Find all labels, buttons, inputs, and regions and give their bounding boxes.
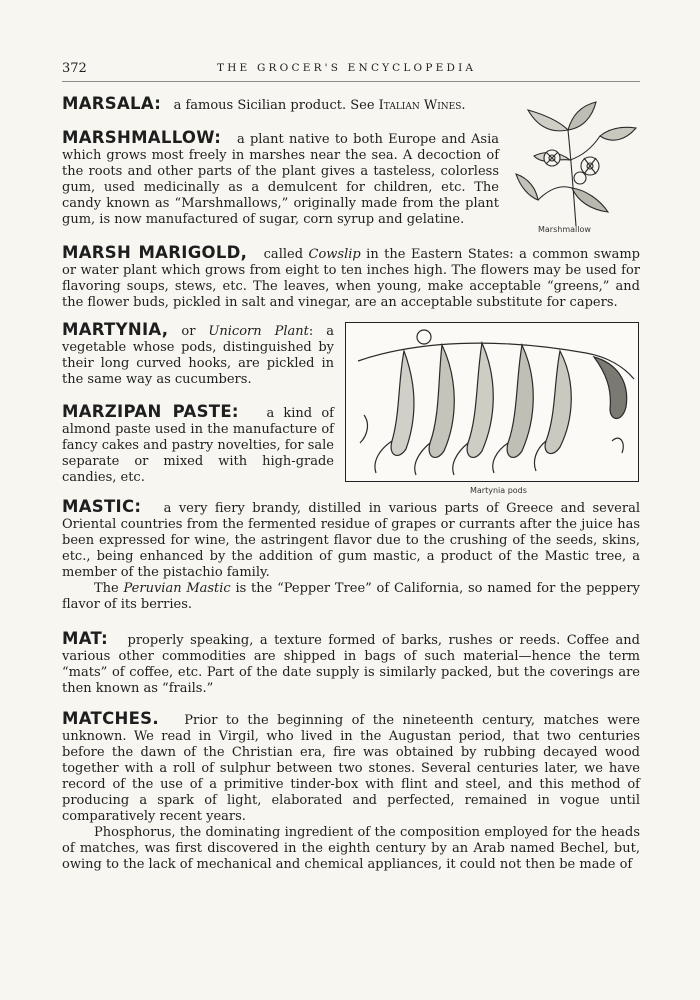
entry-text: properly speaking, a texture formed of barks, rushes or reeds. Coffee and various other commodities are shipped in bags of such material—hence the term “mats” of coffee, etc. Part of the date supply is similarly packed, but the coverings are then known as “frails.” — [62, 633, 641, 696]
entry-martynia: MARTYNIA, or Unicorn Plant: a vegetable whose pods, distinguished by their long curved hooks, are pickled in the same way as cucumbers. — [62, 320, 334, 387]
entry-marsala: MARSALA: a famous Sicilian product. See Italian Wines. — [62, 94, 466, 113]
entry-term: MATCHES. — [62, 709, 159, 728]
entry-marsh-marigold: MARSH MARIGOLD, called Cowslip in the Eastern States: a common swamp or water plant which grows from eight to ten inches high. The flowers may be used for flavoring soups, stews, etc. The leaves, when young, make acceptable “greens,” and the flower buds, pickled in salt and vinegar, are an acceptable substitute for capers. — [62, 243, 640, 310]
alternate-name: Peruvian Mastic — [123, 581, 231, 596]
entry-mat — [62, 631, 640, 697]
entry-text: Prior to the beginning of the nineteenth century, matches were unknown. We read in Virgil, who lived in the Augustan period, that two centuries before the dawn of the Christian era, fire was obtained by rubbing decayed wood together with a roll of sulphur between two stones. Several centuries later, we have record of the use of a primitive tinder-box with flint and steel, and this method of producing a spark of light, elaborated and perfected, remained in vogue until comparatively recent years. — [62, 713, 640, 824]
martynia-pods-illustration — [345, 322, 639, 482]
cross-reference: Italian Wines — [378, 98, 462, 113]
marshmallow-plant-icon — [512, 100, 642, 230]
entry-text: a kind of almond paste used in the manufacture of fancy cakes and pastry novelties, for sale separate or mixed with high-grade candies, etc. — [62, 406, 334, 485]
marshmallow-illustration — [512, 100, 642, 234]
entry-term: MARZIPAN PASTE: — [62, 402, 239, 421]
entry-term: MARSALA: — [62, 94, 162, 113]
figure-caption: Martynia pods — [470, 486, 527, 495]
entry-term: MAT: — [62, 629, 109, 648]
entry-matches — [62, 711, 640, 873]
entry-text: a plant native to both Europe and Asia which grows most freely in marshes near the sea. A decoction of the roots and other parts of the plant gives a tasteless, colorless gum, used medicinally as a demulcent for children, etc. The candy known as “Marshmallows,” originally made from the plant gum, is now manufactured of sugar, corn syrup and gelatine. — [62, 132, 499, 227]
martynia-pods-icon — [346, 323, 638, 481]
entry-text: a very fiery brandy, distilled in various parts of Greece and several Oriental countries from the fermented residue of grapes or currants after the juice has been expressed for wine, the astringent flavor due to the crushing of the seeds, skins, etc., being enhanced by the addition of gum mastic, a product of the Mastic tree, a member of the pistachio family. — [62, 501, 641, 580]
alternate-name: Cowslip — [308, 247, 361, 262]
entry-term: MARTYNIA, — [62, 320, 169, 339]
page-header — [62, 61, 640, 82]
running-head: THE GROCER'S ENCYCLOPEDIA — [217, 62, 477, 74]
entry-marzipan-paste — [62, 404, 334, 486]
entry-text: : a vegetable whose pods, distinguished by their long curved hooks, are pickled in the same way as cucumbers. — [62, 324, 334, 387]
entry-text: Phosphorus, the dominating ingredient of the composition employed for the heads of matches, was first discovered in the eighth century by an Arab named Bechel, but, owing to the lack of mechanical and chemical appliances, it could not then be made of — [62, 825, 640, 872]
entry-term: MASTIC: — [62, 497, 142, 516]
page-number: 372 — [62, 61, 87, 76]
entry-term: MARSHMALLOW: — [62, 128, 222, 147]
entry-text: is the “Pepper Tree” of California, so named for the peppery flavor of its berries. — [62, 581, 640, 612]
alternate-name: Unicorn Plant — [208, 324, 309, 339]
entry-text: a famous Sicilian product. See — [173, 98, 379, 113]
entry-mastic: MASTIC: a very fiery brandy, distilled in various parts of Greece and several Oriental countries from the fermented residue of grapes or currants after the juice has been expressed for wine, the astringent flavor due to the crushing of the seeds, skins, etc., being enhanced by the addition of gum mastic, a product of the Mastic tree, a member of the pistachio family. The Peruvian Mastic is the “Pepper Tree” of California, so named for the peppery flavor of its berries. — [62, 497, 641, 612]
entry-term: MARSH MARIGOLD, — [62, 243, 248, 262]
figure-caption: Marshmallow — [538, 225, 591, 234]
entry-text: in the Eastern States: a common swamp or water plant which grows from eight to ten inches high. The flowers may be used for flavoring soups, stews, etc. The leaves, when young, make acceptable “greens,” and the flower buds, pickled in salt and vinegar, are an acceptable substitute for capers. — [62, 247, 640, 310]
entry-marshmallow — [62, 130, 499, 228]
